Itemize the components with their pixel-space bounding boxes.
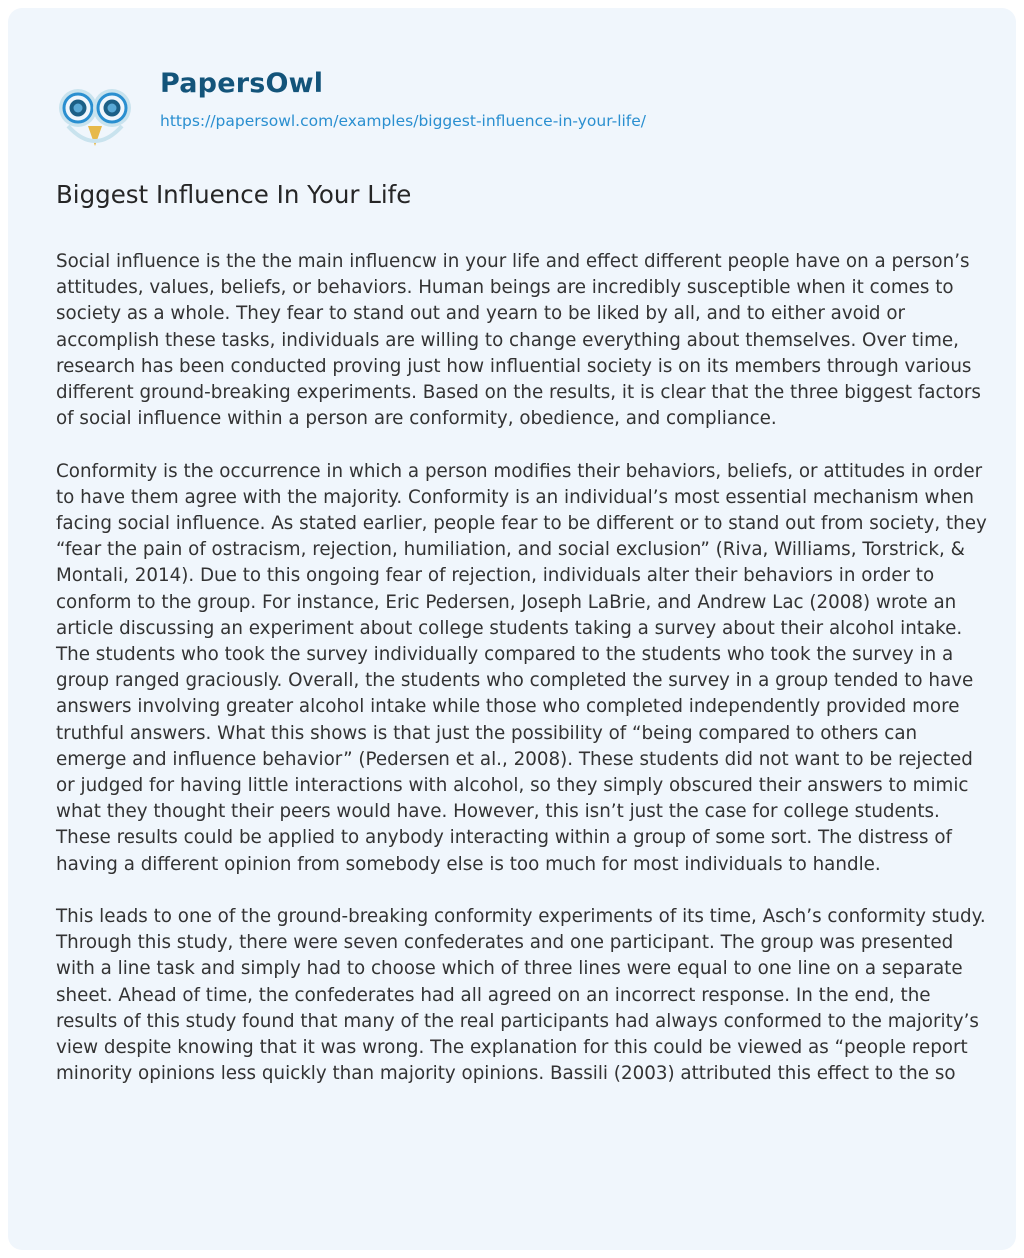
article-paragraph: Conformity is the occurrence in which a person modifies their behaviors, beliefs, or attitudes in order to have them agree with the majority. Conformity is an individual’s most essential mechanism when facing social influence. As stated earlier, people fear to be different or to stand out from society, they “fear the pain of ostracism, rejection, humiliation, and social exclusion” (Riva, Williams, Torstrick, & Montali, 2014). Due to this ongoing fear of rejection, individuals alter their behaviors in order to conform to the group. For instance, Eric Pedersen, Joseph LaBrie, and Andrew Lac (2008) wrote an article discussing an experiment about college students taking a survey about their alcohol intake. The students who took the survey individually compared to the students who took the survey in a group ranged graciously. Overall, the students who completed the survey in a group tended to have answers involving greater alcohol intake while those who completed independently provided more truthful answers. What this shows is that just the possibility of “being compared to others can emerge and influence behavior” (Pedersen et al., 2008). These students did not want to be rejected or judged for having little interactions with alcohol, so they simply obscured their answers to mimic what they thought their peers would have. However, this isn’t just the case for college students. These results could be applied to anybody interacting within a group of some sort. The distress of having a different opinion from somebody else is too much for most individuals to handle. — [56, 460, 987, 875]
page-title: Biggest Influence In Your Life — [56, 180, 412, 209]
article-paragraph: This leads to one of the ground-breaking conformity experiments of its time, Asch’s conformity study. Through this study, there were seven confederates and one participant. The group was presented with a line task and simply had to choose which of three lines were equal to one line on a separate sheet. Ahead of time, the confederates had all agreed on an incorrect response. In the end, the results of this study found that many of the real participants had always conformed to the majority’s view despite knowing that it was wrong. The explanation for this could be viewed as “people report minority opinions less quickly than majority opinions. Bassili (2003) attributed this effect to the so — [56, 906, 986, 1085]
brand-name: PapersOwl — [160, 68, 324, 99]
article-paragraph: Social influence is the the main influencw in your life and effect different people have on a person’s attitudes, values, beliefs, or behaviors. Human beings are incredibly susceptible when it comes to society as a whole. They fear to stand out and yearn to be liked by all, and to either avoid or accomplish these tasks, individuals are willing to change everything about themselves. Over time, research has been conducted proving just how influential society is on its members through various different ground-breaking experiments. Based on the results, it is clear that the three biggest factors of social influence within a person are conformity, obedience, and compliance. — [56, 251, 981, 430]
source-url-link[interactable]: https://papersowl.com/examples/biggest-influence-in-your-life/ — [160, 112, 647, 130]
article-body — [56, 249, 988, 1114]
document-card — [8, 8, 1016, 1250]
owl-logo-icon — [56, 74, 148, 156]
